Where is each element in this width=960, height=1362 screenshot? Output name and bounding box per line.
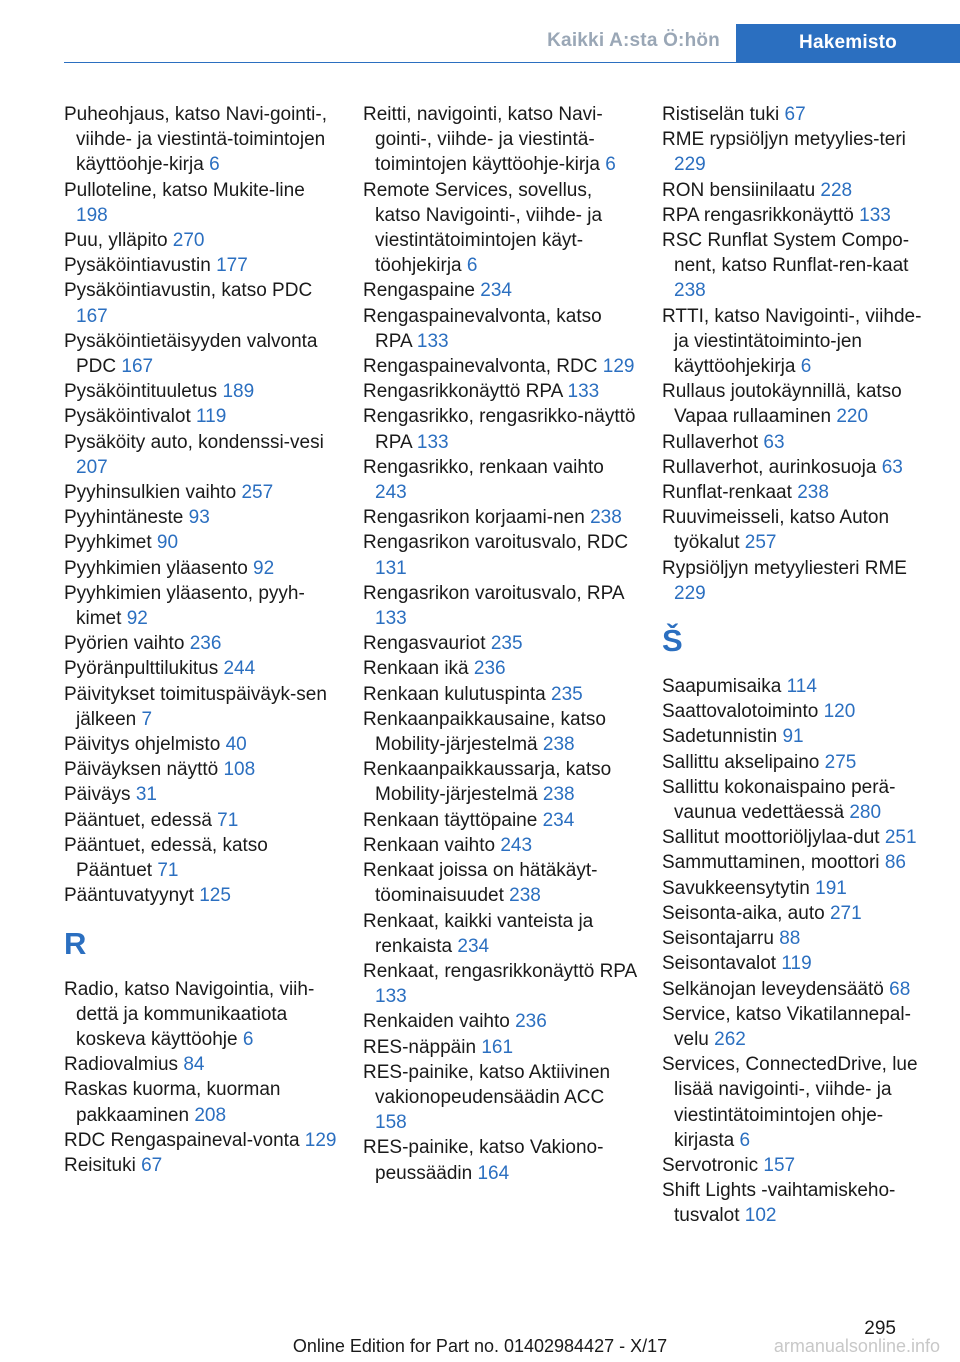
index-entry — [363, 1060, 638, 1136]
page-reference-link[interactable]: 244 — [223, 658, 256, 680]
index-entry — [363, 1135, 638, 1185]
index-entry — [662, 850, 932, 875]
page-reference-link[interactable]: 262 — [714, 1028, 746, 1050]
page-reference-link[interactable]: 63 — [763, 431, 785, 453]
page-reference-link[interactable]: 234 — [457, 935, 490, 957]
page-reference-link[interactable]: 238 — [542, 784, 575, 806]
page-reference-link[interactable]: 238 — [674, 280, 706, 302]
page-reference-link[interactable]: 6 — [800, 356, 812, 378]
page-reference-link[interactable]: 236 — [189, 633, 222, 655]
index-entry-text: Pyyhinsulkien vaihto — [64, 482, 237, 504]
index-entry-text: Sammuttaminen, moottori — [662, 852, 880, 874]
index-entry-text: Renkaan täyttöpaine — [363, 809, 538, 831]
index-entry — [363, 102, 638, 178]
page-reference-link[interactable]: 67 — [141, 1154, 163, 1176]
page-reference-link[interactable]: 119 — [196, 406, 227, 428]
index-entry — [662, 228, 932, 304]
index-entry — [64, 1052, 339, 1077]
index-entry-text: Pysäköintiavustin — [64, 255, 211, 277]
page-reference-link[interactable]: 280 — [849, 802, 882, 824]
page-reference-link[interactable]: 271 — [829, 902, 862, 924]
index-entry-text: Rengaspainevalvonta, RDC — [363, 356, 598, 378]
index-entry-text: Remote Services, sovellus, katso Navigointi-, viihde- ja viestintätoimintojen käyt-töohjekirja — [363, 179, 603, 277]
page-reference-link[interactable]: 119 — [781, 953, 812, 975]
index-entry — [64, 833, 339, 883]
page-reference-link[interactable]: 234 — [542, 809, 575, 831]
index-entry — [363, 379, 638, 404]
index-entry-text: RES-painike, katso Aktiivinen vakionopeudensäädin ACC — [363, 1061, 611, 1108]
page-reference-link[interactable]: 6 — [739, 1129, 751, 1151]
index-letter-heading: R — [64, 925, 87, 961]
index-entry-text: Rengasrikon varoitusvalo, RDC — [363, 532, 629, 554]
index-column-3 — [662, 102, 932, 1229]
index-entry — [363, 833, 638, 858]
page-reference-link[interactable]: 129 — [304, 1129, 337, 1151]
index-entry-text: Rypsiöljyn metyyliesteri RME — [662, 557, 907, 579]
edition-note: Online Edition for Part no. 01402984427 - X/17 — [292, 1336, 668, 1356]
index-entry-text: Radio, katso Navigointia, viih-dettä ja kommunikaatiota koskeva käyttöohje — [64, 978, 315, 1050]
index-entry-text: Renkaat joissa on hätäkäyt-töominaisuudet — [363, 860, 598, 907]
index-entry-text: RES-painike, katso Vakiono-peussäädin — [363, 1137, 604, 1184]
index-entry-text: Ruuvimeisseli, katso Auton työkalut — [662, 507, 890, 554]
index-entry-text: Sallittu akselipaino — [662, 751, 820, 773]
index-entry — [662, 775, 932, 825]
page-reference-link[interactable]: 6 — [466, 255, 478, 277]
page-reference-link[interactable]: 91 — [782, 726, 804, 748]
page-reference-link[interactable]: 238 — [797, 482, 829, 504]
index-entry-text: Saattovalotoiminto — [662, 701, 819, 723]
index-entry — [363, 959, 638, 1009]
index-entry — [662, 876, 932, 901]
index-entry-text: Rullaverhot — [662, 431, 759, 453]
index-entry — [363, 656, 638, 681]
index-entry-text: Selkänojan leveydensäätö — [662, 978, 884, 1000]
page-number: 295 — [864, 1318, 896, 1339]
page-reference-link[interactable]: 198 — [76, 204, 108, 226]
index-entry — [64, 102, 339, 178]
index-entry — [662, 699, 932, 724]
page-reference-link[interactable]: 243 — [500, 834, 533, 856]
page-reference-link[interactable]: 131 — [375, 557, 407, 579]
index-entry-text: Puu, ylläpito — [64, 230, 168, 252]
page-reference-link[interactable]: 275 — [824, 751, 857, 773]
index-entry — [64, 178, 339, 228]
index-entry — [64, 883, 339, 908]
page-reference-link[interactable]: 120 — [823, 701, 856, 723]
index-entry-text: Seisontajarru — [662, 928, 774, 950]
index-entry-text: RDC Rengaspaineval-vonta — [64, 1129, 300, 1151]
index-entry — [662, 304, 932, 380]
index-entry-text: Rengasrikko, renkaan vaihto — [363, 456, 604, 478]
index-entry — [662, 674, 932, 699]
page-reference-link[interactable]: 133 — [416, 431, 449, 453]
index-entry-text: RTTI, katso Navigointi-, viihde- ja viestintätoiminto-jen käyttöohjekirja — [662, 305, 922, 378]
index-entry — [64, 808, 339, 833]
index-entry-text: Sadetunnistin — [662, 726, 778, 748]
index-entry-text: Rengasrikon varoitusvalo, RPA — [363, 582, 624, 604]
page-reference-link[interactable]: 157 — [763, 1154, 796, 1176]
page-reference-link[interactable]: 208 — [194, 1104, 227, 1126]
index-entry-text: Shift Lights -vaihtamiskeho-tusvalot — [662, 1180, 896, 1227]
index-entry — [64, 480, 339, 505]
index-entry-text: Päivitys ohjelmisto — [64, 734, 221, 756]
index-entry — [662, 750, 932, 775]
index-entry — [662, 1178, 932, 1228]
page-reference-link[interactable]: 86 — [884, 852, 906, 874]
page-reference-link[interactable]: 6 — [209, 154, 220, 176]
index-entry-text: Renkaat, kaikki vanteista ja renkaista — [363, 910, 594, 957]
index-entry-text: Radiovalmius — [64, 1054, 179, 1076]
index-entry — [64, 404, 339, 429]
index-entry — [363, 404, 638, 454]
page-reference-link[interactable]: 161 — [481, 1036, 514, 1058]
index-entry — [363, 858, 638, 908]
index-entry — [363, 581, 638, 631]
index-entry-text: Rengasrikko, rengasrikko-näyttö RPA — [363, 406, 636, 453]
index-entry-text: Pääntuet, edessä, katso Pääntuet — [64, 834, 268, 882]
index-entry-text: Renkaanpaikkausaine, katso Mobility-järjestelmä — [363, 708, 606, 756]
index-entry — [363, 505, 638, 530]
page-reference-link[interactable]: 238 — [590, 507, 622, 529]
page-reference-link[interactable]: 71 — [157, 860, 179, 882]
page-reference-link[interactable]: 40 — [225, 734, 247, 756]
index-entry — [662, 926, 932, 951]
index-entry-text: Renkaan kulutuspinta — [363, 683, 546, 705]
page-reference-link[interactable]: 251 — [884, 827, 917, 849]
index-entry — [64, 757, 339, 782]
index-entry — [64, 631, 339, 656]
index-entry — [64, 656, 339, 681]
index-entry-text: Pysäköintietäisyyden valvonta PDC — [64, 330, 318, 378]
index-entry — [662, 379, 932, 429]
index-entry — [64, 977, 339, 1053]
index-entry-text: Services, ConnectedDrive, lue lisää navigointi-, viihde- ja viestintätoimintojen ohje-kirjasta — [662, 1054, 918, 1151]
page-reference-link[interactable]: 229 — [674, 154, 706, 176]
index-entry-text: Rullaus joutokäynnillä, katso Vapaa rullaaminen — [662, 381, 902, 428]
index-entry — [64, 1153, 339, 1178]
index-entry — [363, 304, 638, 354]
index-entry — [662, 1052, 932, 1153]
index-entry — [64, 430, 339, 480]
index-entry — [662, 1002, 932, 1052]
index-entry-text: RPA rengasrikkonäyttö — [662, 204, 854, 226]
index-entry-text: Renkaat, rengasrikkonäyttö RPA — [363, 960, 637, 982]
index-entry-text: RSC Runflat System Compo-nent, katso Runflat-ren-kaat — [662, 230, 910, 277]
page-reference-link[interactable]: 238 — [509, 885, 541, 907]
index-entry — [64, 228, 339, 253]
index-entry — [363, 808, 638, 833]
index-entry-text: Päiväyksen näyttö — [64, 759, 219, 781]
index-entry — [64, 732, 339, 757]
page-header — [64, 24, 960, 63]
index-entry — [363, 178, 638, 279]
index-entry — [363, 707, 638, 757]
page-reference-link[interactable]: 243 — [375, 482, 407, 504]
index-entry — [363, 530, 638, 580]
page-reference-link[interactable]: 207 — [76, 456, 108, 478]
index-entry — [64, 1077, 339, 1127]
page-reference-link[interactable]: 234 — [480, 280, 512, 302]
index-entry — [662, 505, 932, 555]
page-reference-link[interactable]: 133 — [859, 204, 891, 226]
section-tab[interactable]: Hakemisto — [736, 24, 960, 62]
index-entry-text: Pysäköity auto, kondenssi-vesi — [64, 431, 324, 453]
page-reference-link[interactable]: 236 — [473, 658, 506, 680]
page-reference-link[interactable]: 114 — [786, 676, 817, 698]
page-reference-link[interactable]: 189 — [222, 381, 255, 403]
index-entry-text: Pyyhintäneste — [64, 507, 184, 529]
index-entry-text: Reitti, navigointi, katso Navi-gointi-, viihde- ja viestintä-toimintojen käyttöohje-kirja — [363, 104, 603, 176]
index-entry — [662, 977, 932, 1002]
page-reference-link[interactable]: 236 — [515, 1011, 547, 1033]
page-reference-link[interactable]: 31 — [135, 784, 157, 806]
index-entry-text: Servotronic — [662, 1154, 759, 1176]
index-entry — [64, 278, 339, 328]
page-reference-link[interactable]: 71 — [217, 809, 239, 831]
index-entry — [662, 556, 932, 606]
index-entry — [64, 556, 339, 581]
index-entry — [363, 455, 638, 505]
index-entry — [662, 430, 932, 455]
index-entry-text: Rengasrikon korjaami-nen — [363, 507, 585, 529]
index-entry-text: Pysäköintituuletus — [64, 381, 218, 403]
index-entry-text: RON bensiinilaatu — [662, 179, 816, 201]
index-entry-text: Pyyhkimien yläasento — [64, 557, 248, 579]
index-entry — [662, 825, 932, 850]
index-entry-text: Pysäköintivalot — [64, 406, 191, 428]
index-entry-text: Seisontavalot — [662, 953, 777, 975]
page-reference-link[interactable]: 93 — [188, 507, 210, 529]
index-entry-text: Renkaan vaihto — [363, 834, 496, 856]
page-reference-link[interactable]: 90 — [156, 532, 179, 554]
page-reference-link[interactable]: 67 — [784, 104, 806, 125]
index-entry — [662, 178, 932, 203]
page-reference-link[interactable]: 133 — [567, 381, 600, 403]
index-entry-text: Puheohjaus, katso Navi-gointi-, viihde- ja viestintä-toimintojen käyttöohje-kirja — [64, 104, 327, 176]
page-reference-link[interactable]: 270 — [172, 230, 205, 252]
page-reference-link[interactable]: 257 — [241, 482, 274, 504]
index-entry-text: Päivitykset toimituspäiväyk-sen jälkeen — [64, 683, 327, 730]
page-reference-link[interactable]: 229 — [674, 582, 706, 604]
index-column-1 — [64, 102, 339, 1178]
index-entry-text: Renkaan ikä — [363, 658, 469, 680]
index-entry-text: Pääntuet, edessä — [64, 809, 212, 831]
index-entry — [64, 1128, 339, 1153]
page-reference-link[interactable]: 133 — [416, 330, 449, 352]
page-reference-link[interactable]: 7 — [141, 708, 153, 730]
index-entry-text: Savukkeensytytin — [662, 877, 810, 899]
page-reference-link[interactable]: 102 — [744, 1205, 777, 1227]
index-entry — [64, 682, 339, 732]
page-reference-link[interactable]: 92 — [126, 608, 148, 630]
index-entry-text: Päiväys — [64, 784, 131, 806]
index-entry — [363, 757, 638, 807]
index-entry — [64, 581, 339, 631]
index-entry — [64, 782, 339, 807]
index-entry — [662, 1153, 932, 1178]
index-entry — [662, 455, 932, 480]
page-reference-link[interactable]: 63 — [881, 456, 903, 478]
index-entry-text: Service, katso Vikatilannepal-velu — [662, 1003, 911, 1050]
page-reference-link[interactable]: 92 — [253, 557, 275, 579]
index-entry-text: Rullaverhot, aurinkosuoja — [662, 456, 877, 478]
index-entry — [363, 909, 638, 959]
page-reference-link[interactable]: 167 — [121, 356, 154, 378]
page-reference-link[interactable]: 88 — [779, 928, 801, 950]
page-reference-link[interactable]: 84 — [183, 1054, 205, 1076]
index-entry — [363, 1035, 638, 1060]
index-entry-text: Pulloteline, katso Mukite-line — [64, 179, 305, 201]
page-reference-link[interactable]: 133 — [375, 608, 407, 630]
index-entry — [662, 102, 932, 127]
page-reference-link[interactable]: 177 — [216, 255, 248, 277]
index-entry-text: Runflat-renkaat — [662, 482, 792, 504]
index-entry-text: Sallittu kokonaispaino perä-vaunua vedettäessä — [662, 776, 896, 824]
page-reference-link[interactable]: 133 — [375, 986, 407, 1008]
index-entry — [363, 682, 638, 707]
index-entry-text: Renkaiden vaihto — [363, 1011, 510, 1033]
index-entry — [662, 480, 932, 505]
page-reference-link[interactable]: 129 — [602, 356, 635, 378]
index-entry-text: RME rypsiöljyn metyylies-teri — [662, 129, 906, 151]
index-entry — [662, 127, 932, 177]
index-letter-heading: Š — [662, 623, 683, 659]
index-entry — [363, 278, 638, 303]
page-reference-link[interactable]: 68 — [889, 978, 911, 1000]
page-reference-link[interactable]: 108 — [223, 759, 256, 781]
page-reference-link[interactable]: 220 — [836, 406, 869, 428]
index-entry — [662, 724, 932, 749]
index-entry-text: Pyörien vaihto — [64, 633, 185, 655]
index-entry-text: Rengaspainevalvonta, katso RPA — [363, 305, 602, 352]
index-entry-text: Ristiselän tuki — [662, 104, 780, 125]
index-entry-text: Renkaanpaikkaussarja, katso Mobility-järjestelmä — [363, 759, 612, 806]
page-reference-link[interactable]: 228 — [820, 179, 853, 201]
index-entry-text: Rengaspaine — [363, 280, 475, 302]
page-reference-link[interactable]: 6 — [605, 154, 616, 176]
index-entry-text: Seisonta-aika, auto — [662, 902, 825, 924]
index-entry — [363, 1009, 638, 1034]
index-entry — [662, 203, 932, 228]
watermark: armanualsonline.info — [773, 1336, 940, 1356]
index-entry-text: RES-näppäin — [363, 1036, 477, 1058]
index-entry-text: Pysäköintiavustin, katso PDC — [64, 280, 313, 302]
index-entry — [662, 901, 932, 926]
index-entry — [363, 354, 638, 379]
index-entry-text: Pyyhkimet — [64, 532, 152, 554]
index-entry — [64, 329, 339, 379]
index-entry — [64, 253, 339, 278]
page-reference-link[interactable]: 235 — [490, 633, 523, 655]
index-entry-text: Sallitut moottoriöljylaa-dut — [662, 827, 880, 849]
index-entry-text: Raskas kuorma, kuorman pakkaaminen — [64, 1079, 281, 1126]
index-entry-text: Saapumisaika — [662, 676, 782, 698]
index-entry-text: Reisituki — [64, 1154, 136, 1176]
chapter-tab[interactable]: Kaikki A:sta Ö:hön — [547, 30, 720, 51]
page-reference-link[interactable]: 257 — [744, 532, 777, 554]
index-entry-text: Rengasvauriot — [363, 633, 486, 655]
page-reference-link[interactable]: 164 — [477, 1162, 510, 1184]
index-entry — [662, 951, 932, 976]
index-entry-text: Pyöränpulttilukitus — [64, 658, 219, 680]
index-entry — [363, 631, 638, 656]
index-entry — [64, 379, 339, 404]
page-reference-link[interactable]: 238 — [542, 734, 575, 756]
page-reference-link[interactable]: 191 — [815, 877, 847, 899]
page-reference-link[interactable]: 6 — [242, 1028, 254, 1050]
index-entry-text: Pääntuvatyynyt — [64, 885, 194, 907]
page-reference-link[interactable]: 158 — [375, 1112, 407, 1134]
page-reference-link[interactable]: 125 — [199, 885, 231, 907]
index-entry-text: Pyyhkimien yläasento, pyyh-kimet — [64, 582, 305, 630]
index-entry-text: Rengasrikkonäyttö RPA — [363, 381, 563, 403]
index-entry — [64, 505, 339, 530]
page-reference-link[interactable]: 167 — [76, 305, 108, 327]
index-column-2 — [363, 102, 638, 1186]
page-reference-link[interactable]: 235 — [551, 683, 583, 705]
index-entry — [64, 530, 339, 555]
